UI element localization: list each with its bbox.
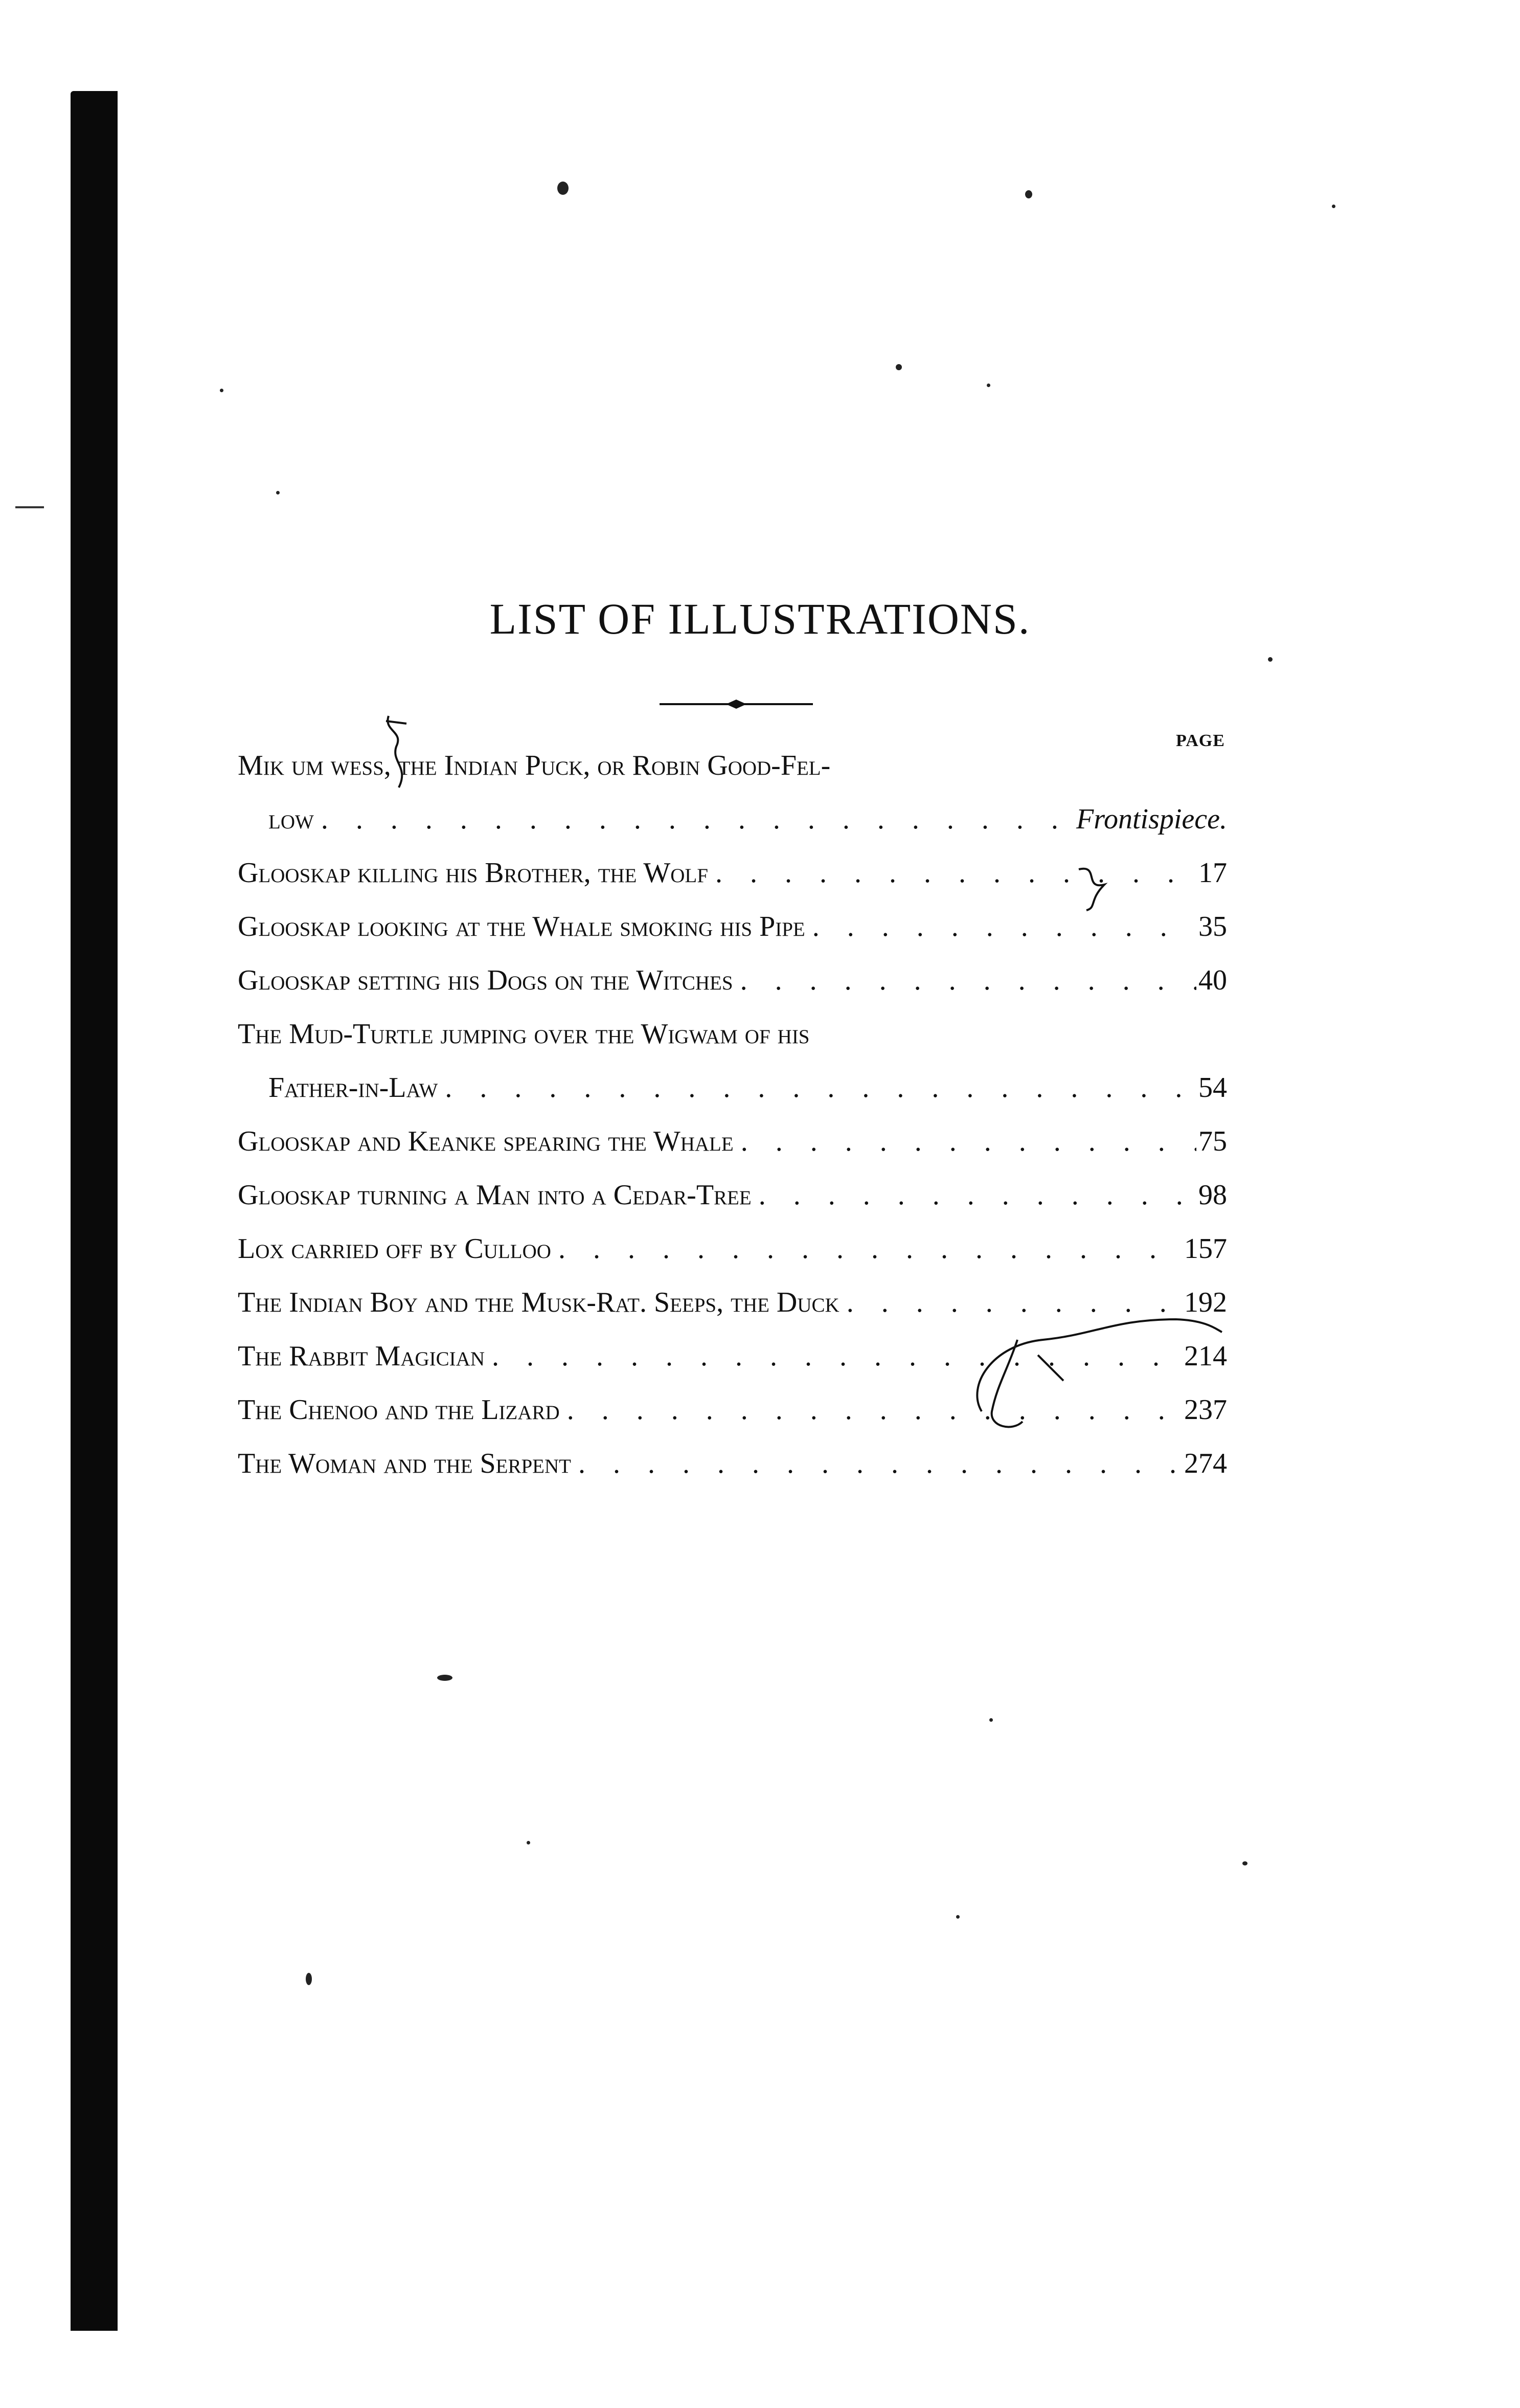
- leader-dots: [708, 857, 1196, 889]
- ink-speck: [896, 364, 902, 370]
- leader-dots: [314, 803, 1076, 836]
- ink-speck: [989, 1718, 993, 1722]
- leader-dots: [805, 910, 1196, 943]
- page-column-header: PAGE: [1176, 731, 1225, 750]
- list-item: [238, 1018, 1227, 1071]
- list-item: [238, 857, 1227, 910]
- ink-speck: [956, 1915, 960, 1919]
- list-item: [238, 1125, 1227, 1179]
- leader-dots: [733, 964, 1196, 997]
- title-ornament-rule: [660, 696, 813, 712]
- list-item: [238, 910, 1227, 964]
- ink-speck: [306, 1973, 312, 1985]
- ink-speck: [1242, 1861, 1247, 1865]
- illustration-title: low: [268, 803, 314, 835]
- page-title: LIST OF ILLUSTRATIONS.: [489, 594, 1031, 643]
- leader-dots: [485, 1340, 1184, 1372]
- illustration-title: Father-in-Law: [268, 1072, 438, 1104]
- page-number: 274: [1184, 1448, 1227, 1479]
- illustration-title: The Indian Boy and the Musk-Rat. Seeps, the Duck: [238, 1287, 840, 1318]
- ink-speck: [1332, 205, 1335, 208]
- page-number: 35: [1198, 911, 1227, 942]
- ink-speck: [1268, 657, 1273, 662]
- page-number: 17: [1198, 857, 1227, 889]
- page-number: 192: [1184, 1287, 1227, 1318]
- list-item: [238, 1071, 1227, 1125]
- illustrations-list: [238, 749, 1227, 1501]
- illustration-title: Glooskap setting his Dogs on the Witches: [238, 964, 733, 996]
- ink-speck: [557, 182, 569, 195]
- ink-speck: [987, 384, 990, 387]
- page-number: 157: [1184, 1233, 1227, 1265]
- list-item: [238, 1179, 1227, 1232]
- page-number: Frontispiece.: [1076, 803, 1227, 835]
- ink-speck: [276, 491, 280, 494]
- list-item: [238, 1340, 1227, 1393]
- list-item: [238, 1447, 1227, 1501]
- ink-speck: [437, 1675, 452, 1681]
- list-item: [238, 1286, 1227, 1340]
- leader-dots: [840, 1286, 1184, 1319]
- illustration-title: The Mud-Turtle jumping over the Wigwam of his: [238, 1018, 810, 1050]
- illustration-title: Glooskap turning a Man into a Cedar-Tree: [238, 1179, 752, 1211]
- leader-dots: [752, 1179, 1196, 1211]
- page-number: 40: [1198, 964, 1227, 996]
- illustration-title: The Chenoo and the Lizard: [238, 1394, 560, 1426]
- illustration-title: Glooskap looking at the Whale smoking his Pipe: [238, 911, 805, 942]
- page-number: 98: [1198, 1179, 1227, 1211]
- page-number: 237: [1184, 1394, 1227, 1426]
- leader-dots: [734, 1125, 1196, 1158]
- page-number: 54: [1198, 1072, 1227, 1104]
- leader-dots: [571, 1447, 1184, 1480]
- ink-speck: [527, 1841, 530, 1844]
- list-item: [238, 803, 1227, 857]
- leader-dots: [551, 1232, 1184, 1265]
- illustration-title: Mik um wess, the Indian Puck, or Robin Good-Fel-: [238, 750, 831, 781]
- leader-dots: [560, 1393, 1184, 1426]
- ink-speck: [220, 389, 223, 392]
- leader-dots: [438, 1071, 1196, 1104]
- illustration-title: The Rabbit Magician: [238, 1340, 485, 1372]
- illustration-title: Glooskap killing his Brother, the Wolf: [238, 857, 708, 889]
- illustration-title: Glooskap and Keanke spearing the Whale: [238, 1126, 734, 1157]
- binding-mark: [15, 506, 44, 508]
- list-item: [238, 749, 1227, 803]
- illustration-title: The Woman and the Serpent: [238, 1448, 571, 1479]
- list-item: [238, 964, 1227, 1018]
- illustration-title: Lox carried off by Culloo: [238, 1233, 551, 1265]
- page-number: 75: [1198, 1126, 1227, 1157]
- page-binding-edge: [71, 91, 118, 2331]
- list-item: [238, 1232, 1227, 1286]
- page-number: 214: [1184, 1340, 1227, 1372]
- list-item: [238, 1393, 1227, 1447]
- ink-speck: [1025, 190, 1032, 198]
